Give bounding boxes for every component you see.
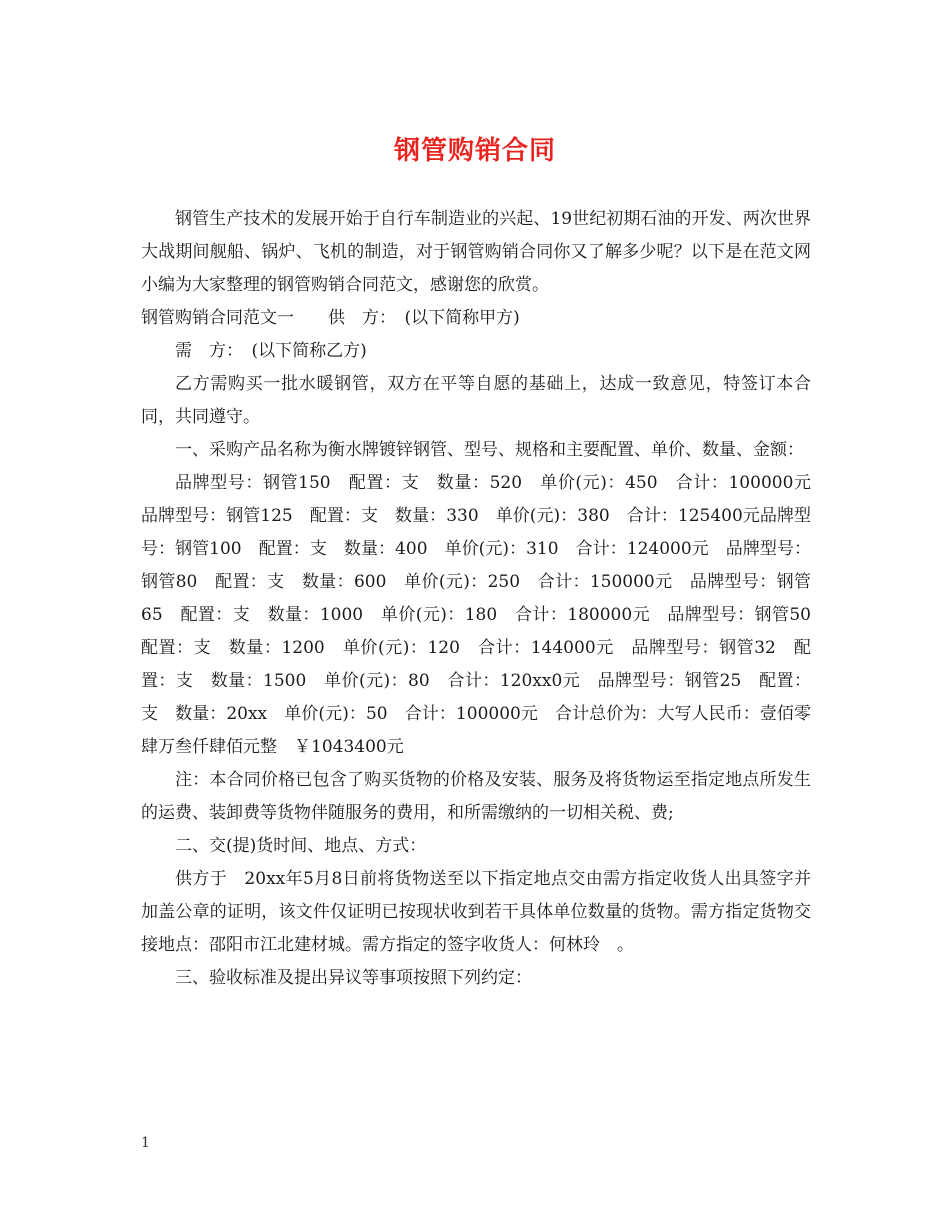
contract-heading-line: 钢管购销合同范文一 供 方： (以下简称甲方) xyxy=(141,308,520,328)
price-note-paragraph: 注：本合同价格已包含了购买货物的价格及安装、服务及将货物运至指定地点所发生的运费、装卸费等货物伴随服务的费用，和所需缴纳的一切相关税、费; xyxy=(141,770,811,823)
buyer-line: 需 方： (以下简称乙方) xyxy=(175,341,367,361)
section-one-heading: 一、采购产品名称为衡水牌镀锌钢管、型号、规格和主要配置、单价、数量、金额： xyxy=(175,440,804,460)
product-list-paragraph: 品牌型号：钢管150 配置：支 数量：520 单价(元)：450 合计：100000元 品牌型号：钢管125 配置：支 数量：330 单价(元)：380 合计：125400元品牌型号：钢管100 配置：支 数量：400 单价(元)：310 合计：124000元 品牌型号：钢管80 配置：支 数量：600 单价(元)：250 合计：150000元 品牌型号：钢管65 配置：支 数量：1000 单价(元)：180 合计：180000元 品牌型号：钢管50 配置：支 数量：1200 单价(元)：120 合计：144000元 品牌型号：钢管32 配置：支 数量：1500 单价(元)：80 合计：120xx0元 品牌型号：钢管25 配置：支 数量：20xx 单价(元)：50 合计：100000元 合计总价为：大写人民币：壹佰零肆万叁仟肆佰元整 ￥1043400元 xyxy=(141,473,828,757)
intro-paragraph: 钢管生产技术的发展开始于自行车制造业的兴起、19世纪初期石油的开发、两次世界大战期间舰船、锅炉、飞机的制造，对于钢管购销合同你又了解多少呢？以下是在范文网小编为大家整理的钢管购销合同范文，感谢您的欣赏。 xyxy=(141,209,811,295)
document-body xyxy=(141,203,828,995)
agreement-paragraph: 乙方需购买一批水暖钢管，双方在平等自愿的基础上，达成一致意见，特签订本合同，共同遵守。 xyxy=(141,374,811,427)
section-three-heading: 三、验收标准及提出异议等事项按照下列约定： xyxy=(175,968,532,988)
page-number: 1 xyxy=(141,1135,150,1151)
delivery-paragraph: 供方于 20xx年5月8日前将货物送至以下指定地点交由需方指定收货人出具签字并加盖公章的证明，该文件仅证明已按现状收到若干具体单位数量的货物。需方指定货物交接地点：邵阳市江北建材城。需方指定的签字收货人：何林玲 。 xyxy=(141,869,811,955)
document-title: 钢管购销合同 xyxy=(393,136,556,166)
section-two-heading: 二、交(提)货时间、地点、方式： xyxy=(175,836,427,856)
